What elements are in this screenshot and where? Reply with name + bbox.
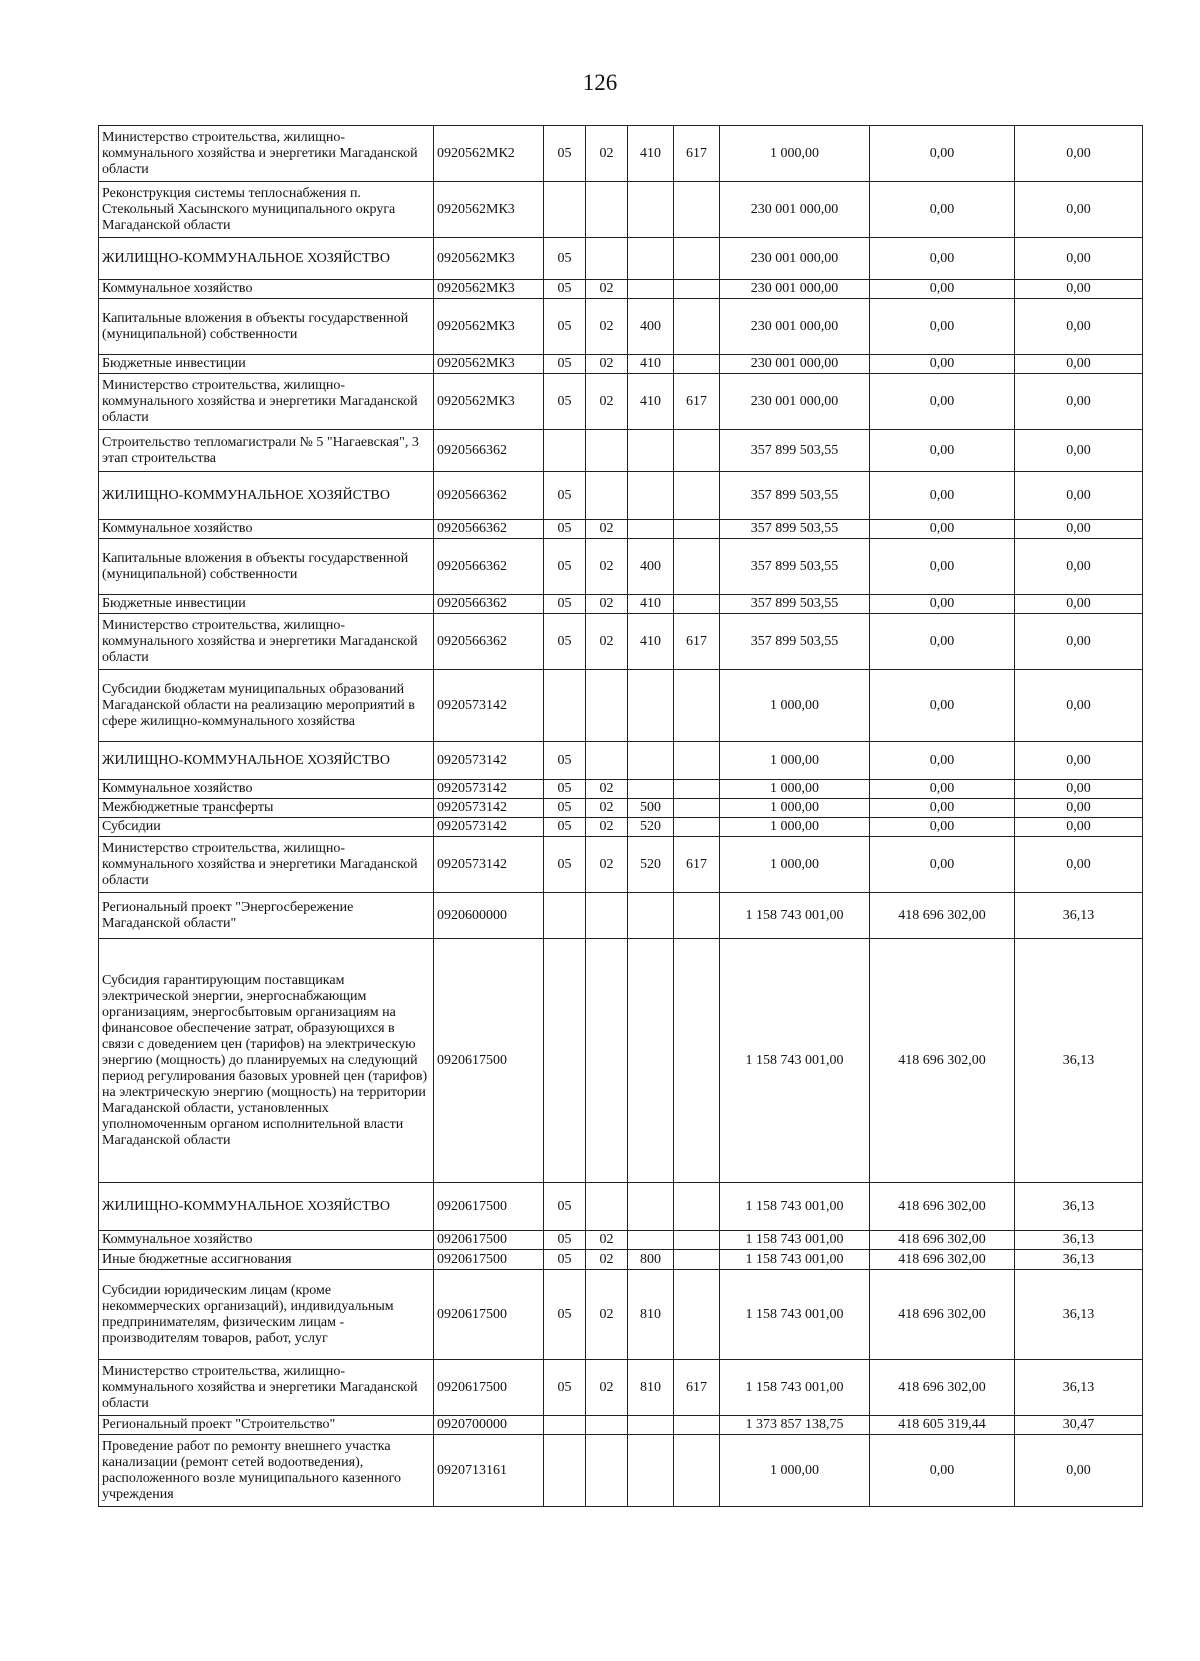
executed-amount-cell: 0,00 [870,182,1015,238]
target-article-cell: 0920573142 [434,670,544,742]
target-article-cell: 0920566362 [434,430,544,472]
section-cell: 05 [544,595,586,614]
approved-amount-cell: 1 158 743 001,00 [720,1360,870,1416]
executed-amount-cell: 418 696 302,00 [870,1231,1015,1250]
expense-type-cell [628,670,674,742]
administrator-code-cell [674,893,720,939]
target-article-cell: 0920617500 [434,1231,544,1250]
table-row [99,280,1143,299]
row-name-cell: Министерство строительства, жилищно-коммунального хозяйства и энергетики Магаданской области [99,614,434,670]
subsection-cell [586,472,628,520]
executed-amount-cell: 0,00 [870,430,1015,472]
subsection-cell: 02 [586,355,628,374]
execution-percent-cell: 0,00 [1015,837,1143,893]
administrator-code-cell [674,520,720,539]
table-row [99,126,1143,182]
section-cell: 05 [544,837,586,893]
executed-amount-cell: 418 696 302,00 [870,1270,1015,1360]
table-row [99,430,1143,472]
table-row [99,1270,1143,1360]
approved-amount-cell: 1 000,00 [720,126,870,182]
administrator-code-cell [674,1270,720,1360]
row-name-cell: Межбюджетные трансферты [99,799,434,818]
executed-amount-cell: 0,00 [870,837,1015,893]
approved-amount-cell: 230 001 000,00 [720,182,870,238]
table-row [99,614,1143,670]
section-cell: 05 [544,1250,586,1270]
page-number: 126 [582,70,618,95]
expense-type-cell [628,520,674,539]
table-row [99,670,1143,742]
executed-amount-cell: 0,00 [870,520,1015,539]
expense-type-cell [628,280,674,299]
table-row [99,742,1143,780]
administrator-code-cell [674,539,720,595]
section-cell: 05 [544,520,586,539]
section-cell: 05 [544,539,586,595]
row-name-cell: Министерство строительства, жилищно-коммунального хозяйства и энергетики Магаданской области [99,837,434,893]
executed-amount-cell: 418 605 319,44 [870,1416,1015,1435]
expense-type-cell [628,939,674,1183]
row-name-cell: Министерство строительства, жилищно-коммунального хозяйства и энергетики Магаданской области [99,374,434,430]
executed-amount-cell: 418 696 302,00 [870,1360,1015,1416]
section-cell [544,182,586,238]
row-name-cell: Субсидия гарантирующим поставщикам электрической энергии, энергоснабжающим организациям, энергосбытовым организациям на финансовое обеспечение затрат, образующихся в связи с доведением цен (тарифов) на электрическую энергию (мощность) до планируемых на следующий период регулирования базовых уровней цен (тарифов) на электрическую энергию (мощность) на территории Магаданской области, установленных уполномоченным органом исполнительной власти Магаданской области [99,939,434,1183]
section-cell [544,430,586,472]
expense-type-cell: 410 [628,614,674,670]
budget-table [98,125,1143,1507]
target-article-cell: 0920573142 [434,780,544,799]
table-row [99,182,1143,238]
executed-amount-cell: 0,00 [870,238,1015,280]
approved-amount-cell: 1 000,00 [720,837,870,893]
section-cell: 05 [544,355,586,374]
expense-type-cell: 520 [628,837,674,893]
administrator-code-cell [674,670,720,742]
row-name-cell: Строительство тепломагистрали № 5 "Нагаевская", 3 этап строительства [99,430,434,472]
approved-amount-cell: 1 158 743 001,00 [720,1183,870,1231]
administrator-code-cell: 617 [674,126,720,182]
target-article-cell: 0920617500 [434,939,544,1183]
expense-type-cell [628,780,674,799]
execution-percent-cell: 0,00 [1015,182,1143,238]
expense-type-cell: 810 [628,1360,674,1416]
row-name-cell: Капитальные вложения в объекты государственной (муниципальной) собственности [99,539,434,595]
approved-amount-cell: 1 000,00 [720,799,870,818]
subsection-cell: 02 [586,520,628,539]
subsection-cell [586,1435,628,1507]
administrator-code-cell: 617 [674,374,720,430]
subsection-cell: 02 [586,1250,628,1270]
target-article-cell: 0920700000 [434,1416,544,1435]
target-article-cell: 0920566362 [434,539,544,595]
approved-amount-cell: 230 001 000,00 [720,280,870,299]
subsection-cell: 02 [586,1270,628,1360]
section-cell [544,1416,586,1435]
table-row [99,1416,1143,1435]
section-cell: 05 [544,374,586,430]
execution-percent-cell: 0,00 [1015,780,1143,799]
executed-amount-cell: 0,00 [870,539,1015,595]
executed-amount-cell: 0,00 [870,299,1015,355]
expense-type-cell [628,1183,674,1231]
row-name-cell: Коммунальное хозяйство [99,280,434,299]
row-name-cell: Иные бюджетные ассигнования [99,1250,434,1270]
executed-amount-cell: 0,00 [870,280,1015,299]
expense-type-cell [628,238,674,280]
subsection-cell: 02 [586,818,628,837]
row-name-cell: Коммунальное хозяйство [99,780,434,799]
table-row [99,1183,1143,1231]
execution-percent-cell: 36,13 [1015,1183,1143,1231]
table-row [99,299,1143,355]
approved-amount-cell: 357 899 503,55 [720,595,870,614]
approved-amount-cell: 357 899 503,55 [720,430,870,472]
expense-type-cell [628,1231,674,1250]
target-article-cell: 0920713161 [434,1435,544,1507]
target-article-cell: 0920562МК3 [434,355,544,374]
subsection-cell [586,1416,628,1435]
table-row [99,374,1143,430]
executed-amount-cell: 418 696 302,00 [870,893,1015,939]
executed-amount-cell: 0,00 [870,799,1015,818]
approved-amount-cell: 357 899 503,55 [720,520,870,539]
approved-amount-cell: 230 001 000,00 [720,374,870,430]
table-row [99,939,1143,1183]
row-name-cell: ЖИЛИЩНО-КОММУНАЛЬНОЕ ХОЗЯЙСТВО [99,238,434,280]
table-row [99,355,1143,374]
target-article-cell: 0920617500 [434,1270,544,1360]
target-article-cell: 0920573142 [434,742,544,780]
subsection-cell: 02 [586,126,628,182]
expense-type-cell: 400 [628,539,674,595]
administrator-code-cell [674,799,720,818]
expense-type-cell: 400 [628,299,674,355]
approved-amount-cell: 230 001 000,00 [720,355,870,374]
section-cell: 05 [544,1360,586,1416]
row-name-cell: Региональный проект "Строительство" [99,1416,434,1435]
execution-percent-cell: 0,00 [1015,670,1143,742]
section-cell: 05 [544,299,586,355]
expense-type-cell [628,430,674,472]
section-cell: 05 [544,472,586,520]
row-name-cell: Региональный проект "Энергосбережение Магаданской области" [99,893,434,939]
administrator-code-cell: 617 [674,614,720,670]
section-cell: 05 [544,742,586,780]
row-name-cell: ЖИЛИЩНО-КОММУНАЛЬНОЕ ХОЗЯЙСТВО [99,742,434,780]
table-row [99,780,1143,799]
administrator-code-cell [674,1250,720,1270]
row-name-cell: Бюджетные инвестиции [99,355,434,374]
administrator-code-cell [674,472,720,520]
target-article-cell: 0920617500 [434,1250,544,1270]
administrator-code-cell [674,818,720,837]
execution-percent-cell: 0,00 [1015,520,1143,539]
row-name-cell: Коммунальное хозяйство [99,520,434,539]
target-article-cell: 0920573142 [434,818,544,837]
subsection-cell: 02 [586,374,628,430]
execution-percent-cell: 36,13 [1015,893,1143,939]
expense-type-cell: 520 [628,818,674,837]
execution-percent-cell: 0,00 [1015,374,1143,430]
executed-amount-cell: 0,00 [870,670,1015,742]
approved-amount-cell: 1 158 743 001,00 [720,1231,870,1250]
section-cell: 05 [544,614,586,670]
target-article-cell: 0920562МК3 [434,299,544,355]
table-row [99,799,1143,818]
administrator-code-cell [674,280,720,299]
target-article-cell: 0920566362 [434,614,544,670]
expense-type-cell: 810 [628,1270,674,1360]
row-name-cell: Бюджетные инвестиции [99,595,434,614]
subsection-cell: 02 [586,539,628,595]
execution-percent-cell: 0,00 [1015,238,1143,280]
execution-percent-cell: 0,00 [1015,539,1143,595]
table-row [99,539,1143,595]
target-article-cell: 0920562МК3 [434,280,544,299]
table-row [99,238,1143,280]
approved-amount-cell: 1 158 743 001,00 [720,939,870,1183]
target-article-cell: 0920573142 [434,799,544,818]
subsection-cell [586,939,628,1183]
executed-amount-cell: 0,00 [870,355,1015,374]
target-article-cell: 0920562МК3 [434,238,544,280]
executed-amount-cell: 0,00 [870,818,1015,837]
subsection-cell [586,893,628,939]
approved-amount-cell: 1 000,00 [720,780,870,799]
administrator-code-cell [674,299,720,355]
target-article-cell: 0920617500 [434,1183,544,1231]
expense-type-cell: 410 [628,595,674,614]
execution-percent-cell: 0,00 [1015,742,1143,780]
section-cell [544,1435,586,1507]
execution-percent-cell: 36,13 [1015,1250,1143,1270]
approved-amount-cell: 1 000,00 [720,742,870,780]
execution-percent-cell: 0,00 [1015,595,1143,614]
executed-amount-cell: 0,00 [870,472,1015,520]
approved-amount-cell: 1 000,00 [720,670,870,742]
table-row [99,818,1143,837]
expense-type-cell [628,893,674,939]
table-row [99,1435,1143,1507]
table-row [99,1360,1143,1416]
expense-type-cell: 800 [628,1250,674,1270]
expense-type-cell: 410 [628,374,674,430]
subsection-cell: 02 [586,780,628,799]
row-name-cell: Субсидии бюджетам муниципальных образований Магаданской области на реализацию мероприятий в сфере жилищно-коммунального хозяйства [99,670,434,742]
section-cell: 05 [544,1270,586,1360]
expense-type-cell: 500 [628,799,674,818]
row-name-cell: ЖИЛИЩНО-КОММУНАЛЬНОЕ ХОЗЯЙСТВО [99,1183,434,1231]
administrator-code-cell: 617 [674,1360,720,1416]
administrator-code-cell: 617 [674,837,720,893]
row-name-cell: Субсидии юридическим лицам (кроме некоммерческих организаций), индивидуальным предпринимателям, физическим лицам - производителям товаров, работ, услуг [99,1270,434,1360]
administrator-code-cell [674,595,720,614]
expense-type-cell [628,1416,674,1435]
executed-amount-cell: 0,00 [870,614,1015,670]
table-row [99,837,1143,893]
section-cell: 05 [544,818,586,837]
row-name-cell: Проведение работ по ремонту внешнего участка канализации (ремонт сетей водоотведения), расположенного возле муниципального казенного учреждения [99,1435,434,1507]
execution-percent-cell: 0,00 [1015,818,1143,837]
table-row [99,595,1143,614]
expense-type-cell [628,742,674,780]
execution-percent-cell: 0,00 [1015,430,1143,472]
section-cell: 05 [544,1231,586,1250]
table-row [99,472,1143,520]
executed-amount-cell: 418 696 302,00 [870,1183,1015,1231]
section-cell: 05 [544,126,586,182]
expense-type-cell: 410 [628,126,674,182]
table-row [99,893,1143,939]
administrator-code-cell [674,1231,720,1250]
target-article-cell: 0920562МК2 [434,126,544,182]
executed-amount-cell: 418 696 302,00 [870,939,1015,1183]
target-article-cell: 0920566362 [434,472,544,520]
table-row [99,1231,1143,1250]
subsection-cell [586,238,628,280]
subsection-cell [586,182,628,238]
subsection-cell: 02 [586,595,628,614]
administrator-code-cell [674,238,720,280]
approved-amount-cell: 1 158 743 001,00 [720,893,870,939]
administrator-code-cell [674,430,720,472]
target-article-cell: 0920600000 [434,893,544,939]
administrator-code-cell [674,780,720,799]
target-article-cell: 0920573142 [434,837,544,893]
executed-amount-cell: 0,00 [870,126,1015,182]
executed-amount-cell: 0,00 [870,374,1015,430]
approved-amount-cell: 1 158 743 001,00 [720,1270,870,1360]
approved-amount-cell: 1 000,00 [720,1435,870,1507]
subsection-cell [586,430,628,472]
execution-percent-cell: 36,13 [1015,1270,1143,1360]
row-name-cell: Коммунальное хозяйство [99,1231,434,1250]
target-article-cell: 0920566362 [434,595,544,614]
row-name-cell: ЖИЛИЩНО-КОММУНАЛЬНОЕ ХОЗЯЙСТВО [99,472,434,520]
row-name-cell: Реконструкция системы теплоснабжения п. Стекольный Хасынского муниципального округа Магаданской области [99,182,434,238]
row-name-cell: Министерство строительства, жилищно-коммунального хозяйства и энергетики Магаданской области [99,1360,434,1416]
subsection-cell: 02 [586,799,628,818]
expense-type-cell [628,182,674,238]
target-article-cell: 0920562МК3 [434,374,544,430]
row-name-cell: Министерство строительства, жилищно-коммунального хозяйства и энергетики Магаданской области [99,126,434,182]
execution-percent-cell: 0,00 [1015,126,1143,182]
section-cell: 05 [544,1183,586,1231]
execution-percent-cell: 30,47 [1015,1416,1143,1435]
section-cell: 05 [544,238,586,280]
execution-percent-cell: 36,13 [1015,1231,1143,1250]
target-article-cell: 0920562МК3 [434,182,544,238]
administrator-code-cell [674,1183,720,1231]
approved-amount-cell: 1 000,00 [720,818,870,837]
administrator-code-cell [674,939,720,1183]
executed-amount-cell: 0,00 [870,1435,1015,1507]
execution-percent-cell: 0,00 [1015,614,1143,670]
execution-percent-cell: 0,00 [1015,472,1143,520]
subsection-cell [586,742,628,780]
execution-percent-cell: 36,13 [1015,939,1143,1183]
table-row [99,520,1143,539]
target-article-cell: 0920566362 [434,520,544,539]
subsection-cell: 02 [586,837,628,893]
approved-amount-cell: 230 001 000,00 [720,299,870,355]
administrator-code-cell [674,182,720,238]
execution-percent-cell: 0,00 [1015,1435,1143,1507]
executed-amount-cell: 0,00 [870,742,1015,780]
expense-type-cell [628,472,674,520]
execution-percent-cell: 0,00 [1015,355,1143,374]
subsection-cell [586,670,628,742]
subsection-cell: 02 [586,614,628,670]
approved-amount-cell: 1 373 857 138,75 [720,1416,870,1435]
approved-amount-cell: 357 899 503,55 [720,539,870,595]
execution-percent-cell: 0,00 [1015,799,1143,818]
expense-type-cell [628,1435,674,1507]
subsection-cell: 02 [586,299,628,355]
administrator-code-cell [674,355,720,374]
administrator-code-cell [674,1416,720,1435]
subsection-cell: 02 [586,1231,628,1250]
row-name-cell: Субсидии [99,818,434,837]
administrator-code-cell [674,742,720,780]
section-cell [544,939,586,1183]
approved-amount-cell: 357 899 503,55 [720,614,870,670]
expense-type-cell: 410 [628,355,674,374]
executed-amount-cell: 0,00 [870,780,1015,799]
section-cell [544,670,586,742]
administrator-code-cell [674,1435,720,1507]
execution-percent-cell: 0,00 [1015,299,1143,355]
section-cell [544,893,586,939]
target-article-cell: 0920617500 [434,1360,544,1416]
section-cell: 05 [544,280,586,299]
subsection-cell [586,1183,628,1231]
executed-amount-cell: 0,00 [870,595,1015,614]
subsection-cell: 02 [586,280,628,299]
executed-amount-cell: 418 696 302,00 [870,1250,1015,1270]
approved-amount-cell: 1 158 743 001,00 [720,1250,870,1270]
subsection-cell: 02 [586,1360,628,1416]
execution-percent-cell: 0,00 [1015,280,1143,299]
section-cell: 05 [544,799,586,818]
table-row [99,1250,1143,1270]
row-name-cell: Капитальные вложения в объекты государственной (муниципальной) собственности [99,299,434,355]
approved-amount-cell: 230 001 000,00 [720,238,870,280]
section-cell: 05 [544,780,586,799]
approved-amount-cell: 357 899 503,55 [720,472,870,520]
execution-percent-cell: 36,13 [1015,1360,1143,1416]
